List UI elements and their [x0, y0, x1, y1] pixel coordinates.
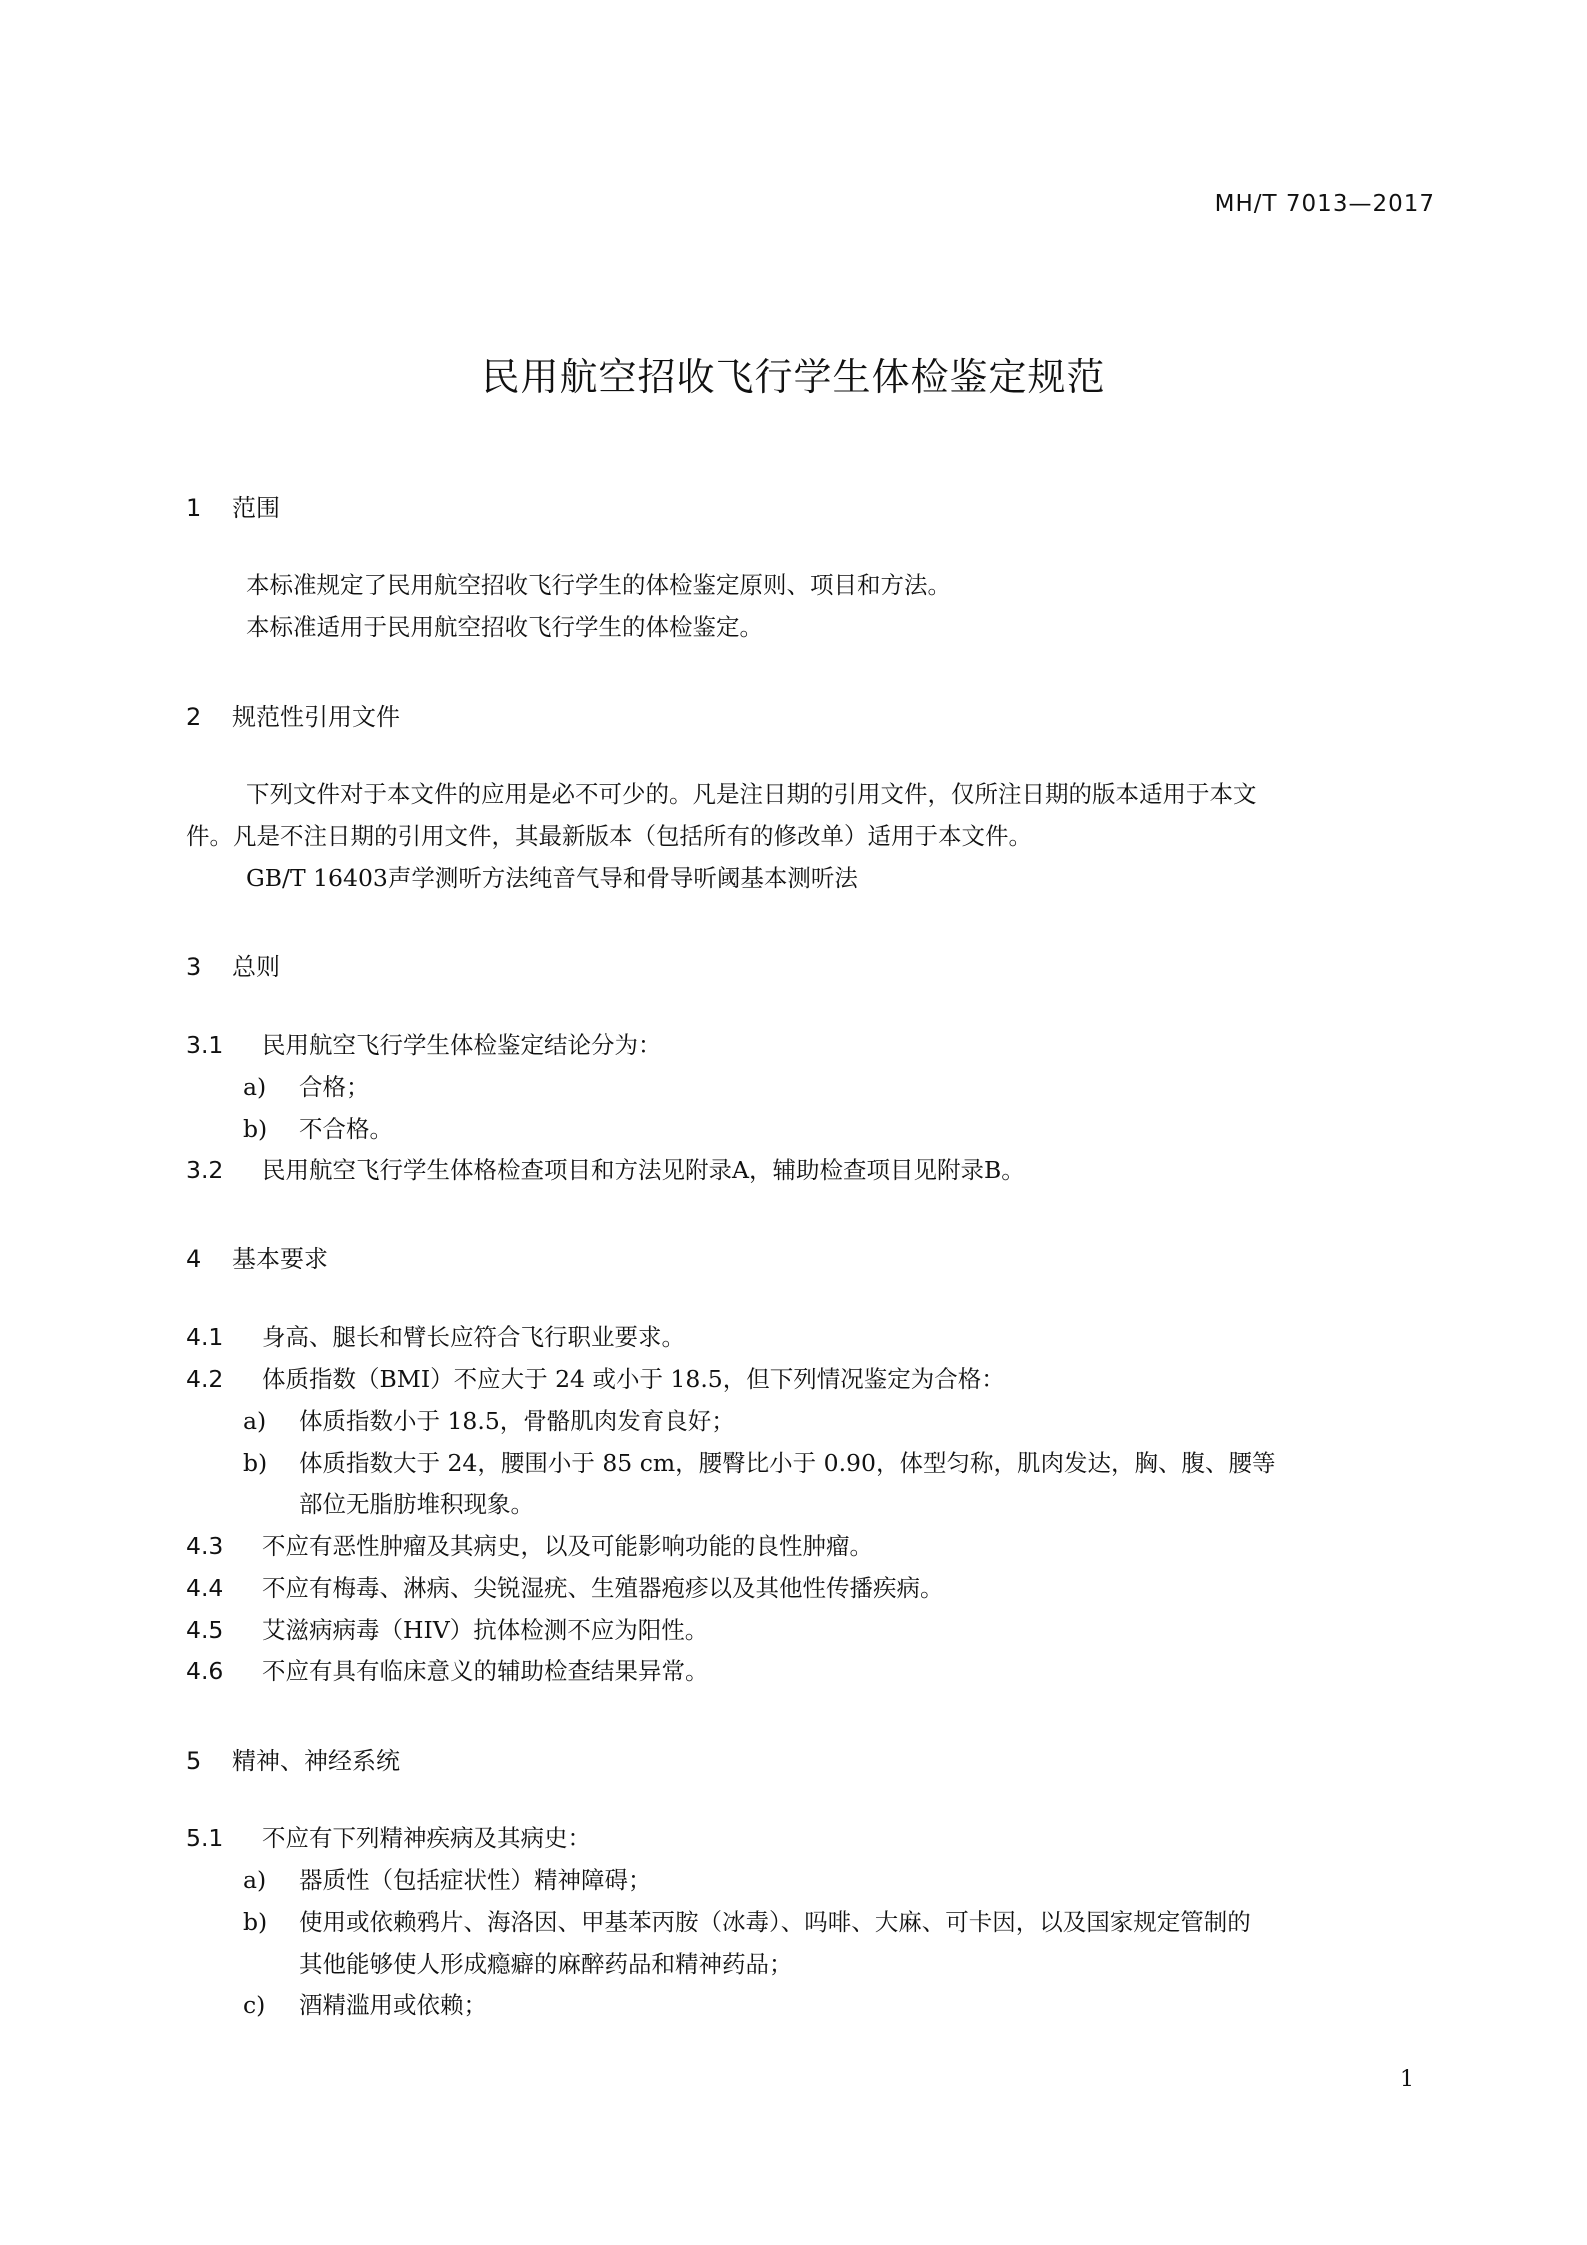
item-marker: b) [243, 1115, 268, 1143]
section-heading-2 [186, 697, 400, 732]
clause-4-1 [186, 1323, 685, 1351]
item-text: 器质性（包括症状性）精神障碍； [299, 1866, 652, 1894]
section-number: 4 [186, 1245, 202, 1273]
list-item [243, 1115, 393, 1143]
item-text: 体质指数大于 24，腰围小于 85 cm，腰臀比小于 0.90，体型匀称，肌肉发达，胸、腹、腰等 [299, 1449, 1276, 1477]
section-title: 范围 [232, 494, 280, 522]
clause-text: 民用航空飞行学生体检鉴定结论分为： [262, 1031, 662, 1059]
clause-number: 5.1 [186, 1824, 224, 1852]
clause-4-5 [186, 1616, 708, 1644]
clause-4-6 [186, 1657, 709, 1685]
item-text: 体质指数小于 18.5，骨骼肌肉发育良好； [299, 1407, 735, 1435]
paragraph-continuation: 件。凡是不注日期的引用文件，其最新版本（包括所有的修改单）适用于本文件。 [186, 822, 1032, 850]
clause-text: 艾滋病病毒（HIV）抗体检测不应为阳性。 [262, 1616, 709, 1644]
clause-number: 4.1 [186, 1323, 224, 1351]
list-item-continuation: 其他能够使人形成瘾癖的麻醉药品和精神药品； [299, 1950, 793, 1978]
section-number: 2 [186, 703, 202, 731]
clause-number: 4.3 [186, 1532, 224, 1560]
section-heading-1 [186, 488, 280, 523]
standard-code: MH/T 7013—2017 [1214, 191, 1435, 217]
paragraph: 本标准规定了民用航空招收飞行学生的体检鉴定原则、项目和方法。 [246, 571, 951, 599]
clause-4-2 [186, 1365, 1005, 1393]
paragraph: 下列文件对于本文件的应用是必不可少的。凡是注日期的引用文件，仅所注日期的版本适用于本文 [246, 780, 1257, 808]
clause-text: 不应有具有临床意义的辅助检查结果异常。 [262, 1657, 709, 1685]
clause-text: 不应有下列精神疾病及其病史： [262, 1824, 591, 1852]
list-item-continuation: 部位无脂肪堆积现象。 [299, 1490, 534, 1518]
clause-number: 3.1 [186, 1031, 224, 1059]
clause-text: 不应有恶性肿瘤及其病史，以及可能影响功能的良性肿瘤。 [262, 1532, 873, 1560]
list-item [243, 1073, 370, 1101]
item-marker: b) [243, 1449, 268, 1477]
clause-text: 不应有梅毒、淋病、尖锐湿疣、生殖器疱疹以及其他性传播疾病。 [262, 1574, 944, 1602]
clause-number: 4.5 [186, 1616, 224, 1644]
section-heading-4 [186, 1239, 328, 1274]
item-marker: a) [243, 1407, 267, 1435]
section-number: 5 [186, 1747, 202, 1775]
list-item [243, 1449, 1275, 1477]
item-text: 酒精滥用或依赖； [299, 1991, 487, 2019]
section-title: 基本要求 [232, 1245, 328, 1273]
clause-number: 4.2 [186, 1365, 224, 1393]
document-title: 民用航空招收飞行学生体检鉴定规范 [481, 355, 1106, 399]
clause-4-4 [186, 1574, 944, 1602]
clause-3-1 [186, 1031, 662, 1059]
item-marker: a) [243, 1073, 267, 1101]
item-text: 不合格。 [299, 1115, 393, 1143]
clause-text: 民用航空飞行学生体格检查项目和方法见附录A，辅助检查项目见附录B。 [262, 1156, 1025, 1184]
item-text: 使用或依赖鸦片、海洛因、甲基苯丙胺（冰毒）、吗啡、大麻、可卡因，以及国家规定管制的 [299, 1908, 1251, 1936]
section-title: 规范性引用文件 [232, 703, 400, 731]
section-heading-3 [186, 947, 280, 982]
section-heading-5 [186, 1741, 400, 1776]
section-number: 1 [186, 494, 202, 522]
section-title: 总则 [232, 953, 280, 981]
paragraph: 本标准适用于民用航空招收飞行学生的体检鉴定。 [246, 613, 763, 641]
item-marker: c) [243, 1991, 266, 2019]
clause-number: 3.2 [186, 1156, 224, 1184]
clause-4-3 [186, 1532, 873, 1560]
section-number: 3 [186, 953, 202, 981]
section-title: 精神、神经系统 [232, 1747, 400, 1775]
list-item [243, 1407, 735, 1435]
clause-number: 4.4 [186, 1574, 224, 1602]
normative-reference: GB/T 16403声学测听方法纯音气导和骨导听阈基本测听法 [246, 864, 858, 892]
item-marker: b) [243, 1908, 268, 1936]
list-item [243, 1866, 652, 1894]
clause-text: 体质指数（BMI）不应大于 24 或小于 18.5，但下列情况鉴定为合格： [262, 1365, 1005, 1393]
clause-5-1 [186, 1824, 591, 1852]
page-number: 1 [1400, 2067, 1414, 2092]
list-item [243, 1908, 1251, 1936]
clause-3-2 [186, 1156, 1025, 1184]
item-text: 合格； [299, 1073, 370, 1101]
clause-number: 4.6 [186, 1657, 224, 1685]
clause-text: 身高、腿长和臂长应符合飞行职业要求。 [262, 1323, 685, 1351]
item-marker: a) [243, 1866, 267, 1894]
list-item [243, 1991, 487, 2019]
